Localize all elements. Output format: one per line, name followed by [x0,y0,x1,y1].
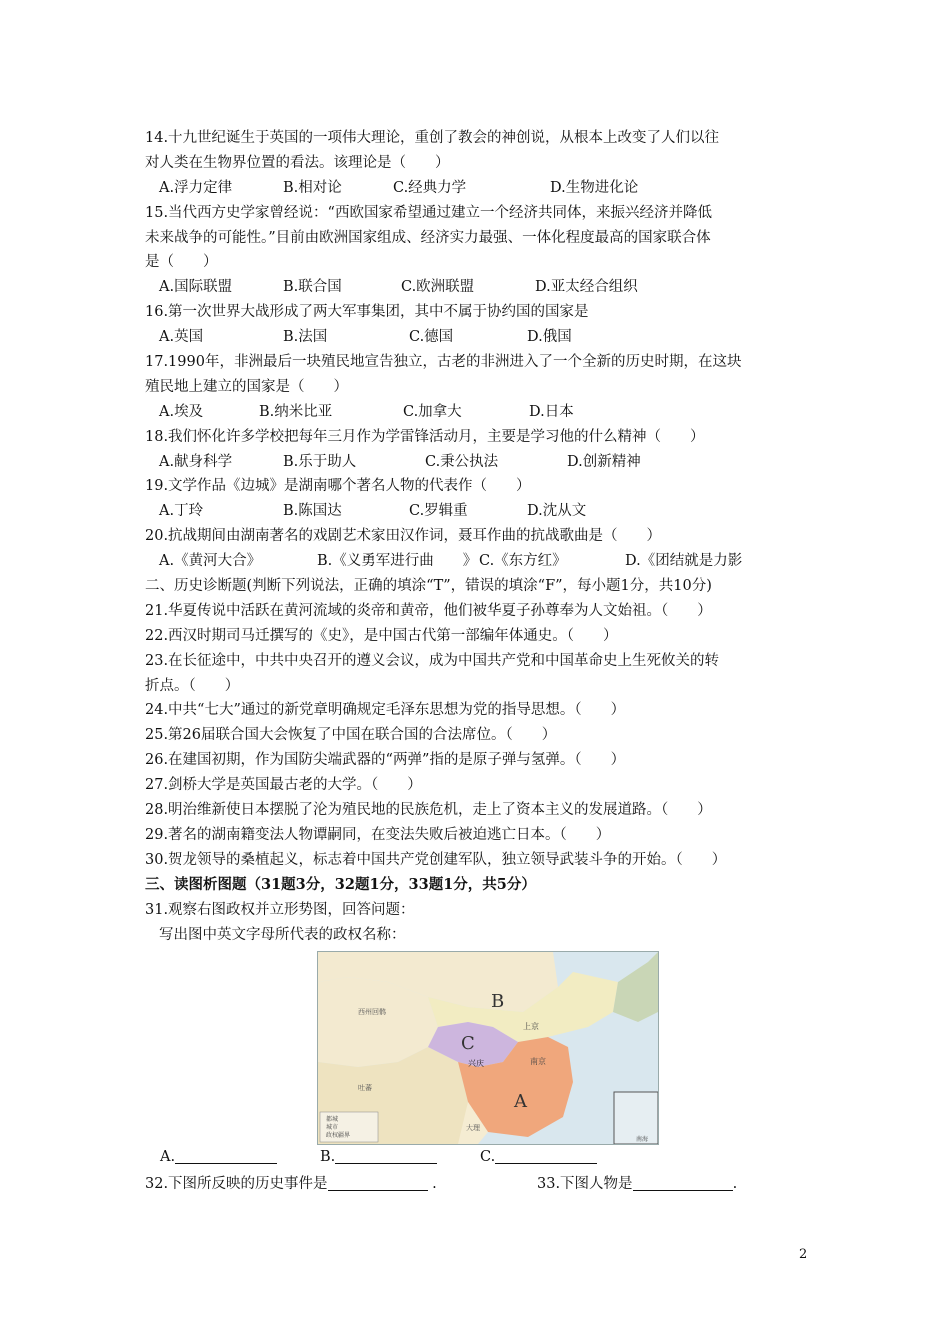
blank-c[interactable] [495,1147,597,1164]
question-text: 31.观察右图政权并立形势图，回答问题： [145,901,415,918]
question-text: 28.明治维新使日本摆脱了沦为殖民地的民族危机，走上了资本主义的发展道路。（ ） [145,802,712,819]
question-text: 殖民地上建立的国家是（ ） [145,378,348,395]
blank-a[interactable] [175,1147,277,1164]
question-text: 22.西汉时期司马迁撰写的《史》，是中国古代第一部编年体通史。（ ） [145,627,618,644]
question-text: 23.在长征途中，中共中央召开的遵义会议，成为中国共产党和中国革命史上生死攸关的转 [145,652,720,669]
page-number: 2 [799,1247,808,1262]
option-item: A.《黄河大合》 [159,553,262,570]
answer-b: B. [320,1147,437,1165]
option-item: B.相对论 [283,179,342,196]
exam-page-body [145,126,815,947]
question-text: 21.华夏传说中活跃在黄河流域的炎帝和黄帝，他们被华夏子孙尊奉为人文始祖。（ ） [145,602,712,619]
question-text: 写出图中英文字母所代表的政权名称： [159,926,406,943]
map-place-label: 西州回鹘 [358,1008,386,1016]
question-text: 25.第26届联合国大会恢复了中国在联合国的合法席位。（ ） [145,727,557,744]
section-heading: 三、读图析图题（31题3分，32题1分，33题1分，共5分） [145,875,536,893]
option-item: A.埃及 [159,403,204,420]
questions-32-33 [145,1172,825,1196]
option-item: B.乐于助人 [283,453,357,470]
question-text: 19.文学作品《边城》是湖南哪个著名人物的代表作（ ） [145,478,531,495]
answer-a: A. [160,1147,277,1165]
option-item: C.秉公执法 [425,453,499,470]
answer-options [145,325,815,350]
option-item: A.英国 [159,329,204,346]
question-text: 30.贺龙领导的桑植起义，标志着中国共产党创建军队，独立领导武装斗争的开始。（ ） [145,851,727,868]
map-place-label: 吐蕃 [358,1084,372,1092]
question-text: 27.剑桥大学是英国最古老的大学。（ ） [145,777,422,794]
option-item: A.国际联盟 [159,279,233,296]
map-place-label: 南京 [530,1057,546,1066]
map-place-label: 兴庆 [468,1059,484,1068]
answer-options [145,400,815,425]
option-item: D.《团结就是力影 [625,553,743,570]
option-item: D.俄国 [527,329,572,346]
map-place-label: 大理 [466,1124,480,1132]
option-item: A.献身科学 [159,453,233,470]
option-item: B.法国 [283,329,328,346]
blank-32[interactable] [328,1174,428,1191]
answer-c: C. [480,1147,597,1165]
question-32: 32.下图所反映的历史事件是 . [145,1176,437,1192]
option-item: C.德国 [409,329,454,346]
regime-map [317,951,659,1145]
map-label-c: C [461,1033,475,1054]
option-item: C.经典力学 [393,179,467,196]
option-item: D.生物进化论 [550,179,639,196]
regime-map-drawing [318,952,658,1144]
question-text: 对人类在生物界位置的看法。该理论是（ ） [145,154,450,171]
answer-options [145,275,815,300]
map-label-a: A [514,1091,527,1112]
option-item: C.罗辑重 [409,503,468,520]
question-text: 17.1990年，非洲最后一块殖民地宣告独立，古老的非洲进入了一个全新的历史时期，在这块 [145,354,742,371]
option-item: D.沈从文 [527,503,587,520]
question-33: 33.下图人物是 . [537,1176,738,1192]
option-item: C.欧洲联盟 [401,279,475,296]
map-legend-label: 城市 [326,1124,339,1131]
option-item: D.创新精神 [567,453,641,470]
option-item: A.浮力定律 [159,179,233,196]
question-text: 折点。（ ） [145,677,240,694]
map-legend-label: 都城 [326,1116,339,1123]
question-text: 26.在建国初期，作为国防尖端武器的“两弹”指的是原子弹与氢弹。（ ） [145,752,626,769]
question-text: 29.著名的湖南籍变法人物谭嗣同，在变法失败后被迫逃亡日本。（ ） [145,826,611,843]
option-item: B.陈国达 [283,503,342,520]
option-item: D.日本 [529,403,574,420]
question-text: 是（ ） [145,254,218,271]
option-item: B.联合国 [283,279,342,296]
map-legend-label: 政权疆界 [326,1132,351,1139]
option-item: A.丁玲 [159,503,204,520]
question-text: 未来战争的可能性。”目前由欧洲国家组成、经济实力最强、一体化程度最高的国家联合体 [145,229,711,246]
answer-options [145,499,815,524]
map-inset-label: 南海 [636,1136,649,1143]
question-text: 24.中共“七大”通过的新党章明确规定毛泽东思想为党的指导思想。（ ） [145,702,626,719]
question-text: 14.十九世纪诞生于英国的一项伟大理论，重创了教会的神创说，从根本上改变了人们以往 [145,130,720,146]
option-item: B.《义勇军进行曲 》 [317,553,478,570]
question-text: 16.第一次世界大战形成了两大军事集团，其中不属于协约国的国家是 [145,304,589,321]
question-text: 15.当代西方史学家曾经说：“西欧国家希望通过建立一个经济共同体，来振兴经济并降低 [145,204,712,221]
option-item: B.纳米比亚 [259,403,333,420]
question-text: 20.抗战期间由湖南著名的戏剧艺术家田汉作词，聂耳作曲的抗战歌曲是（ ） [145,528,662,545]
option-item: C.加拿大 [403,403,462,420]
option-item: C.《东方红》 [479,553,567,570]
map-label-b: B [491,991,505,1012]
answer-options [145,450,815,475]
option-item: D.亚太经合组织 [535,279,638,296]
blank-b[interactable] [335,1147,437,1164]
blank-33[interactable] [633,1174,733,1191]
question-text: 18.我们怀化许多学校把每年三月作为学雷锋活动月，主要是学习他的什么精神（ ） [145,428,705,445]
section-heading: 二、历史诊断题(判断下列说法，正确的填涂“T”，错误的填涂“F”，每小题1分，共10分) [145,578,712,595]
answer-options [145,176,815,201]
map-place-label: 上京 [523,1022,539,1031]
answer-options [145,549,815,574]
answer-blanks-31 [160,1147,720,1169]
